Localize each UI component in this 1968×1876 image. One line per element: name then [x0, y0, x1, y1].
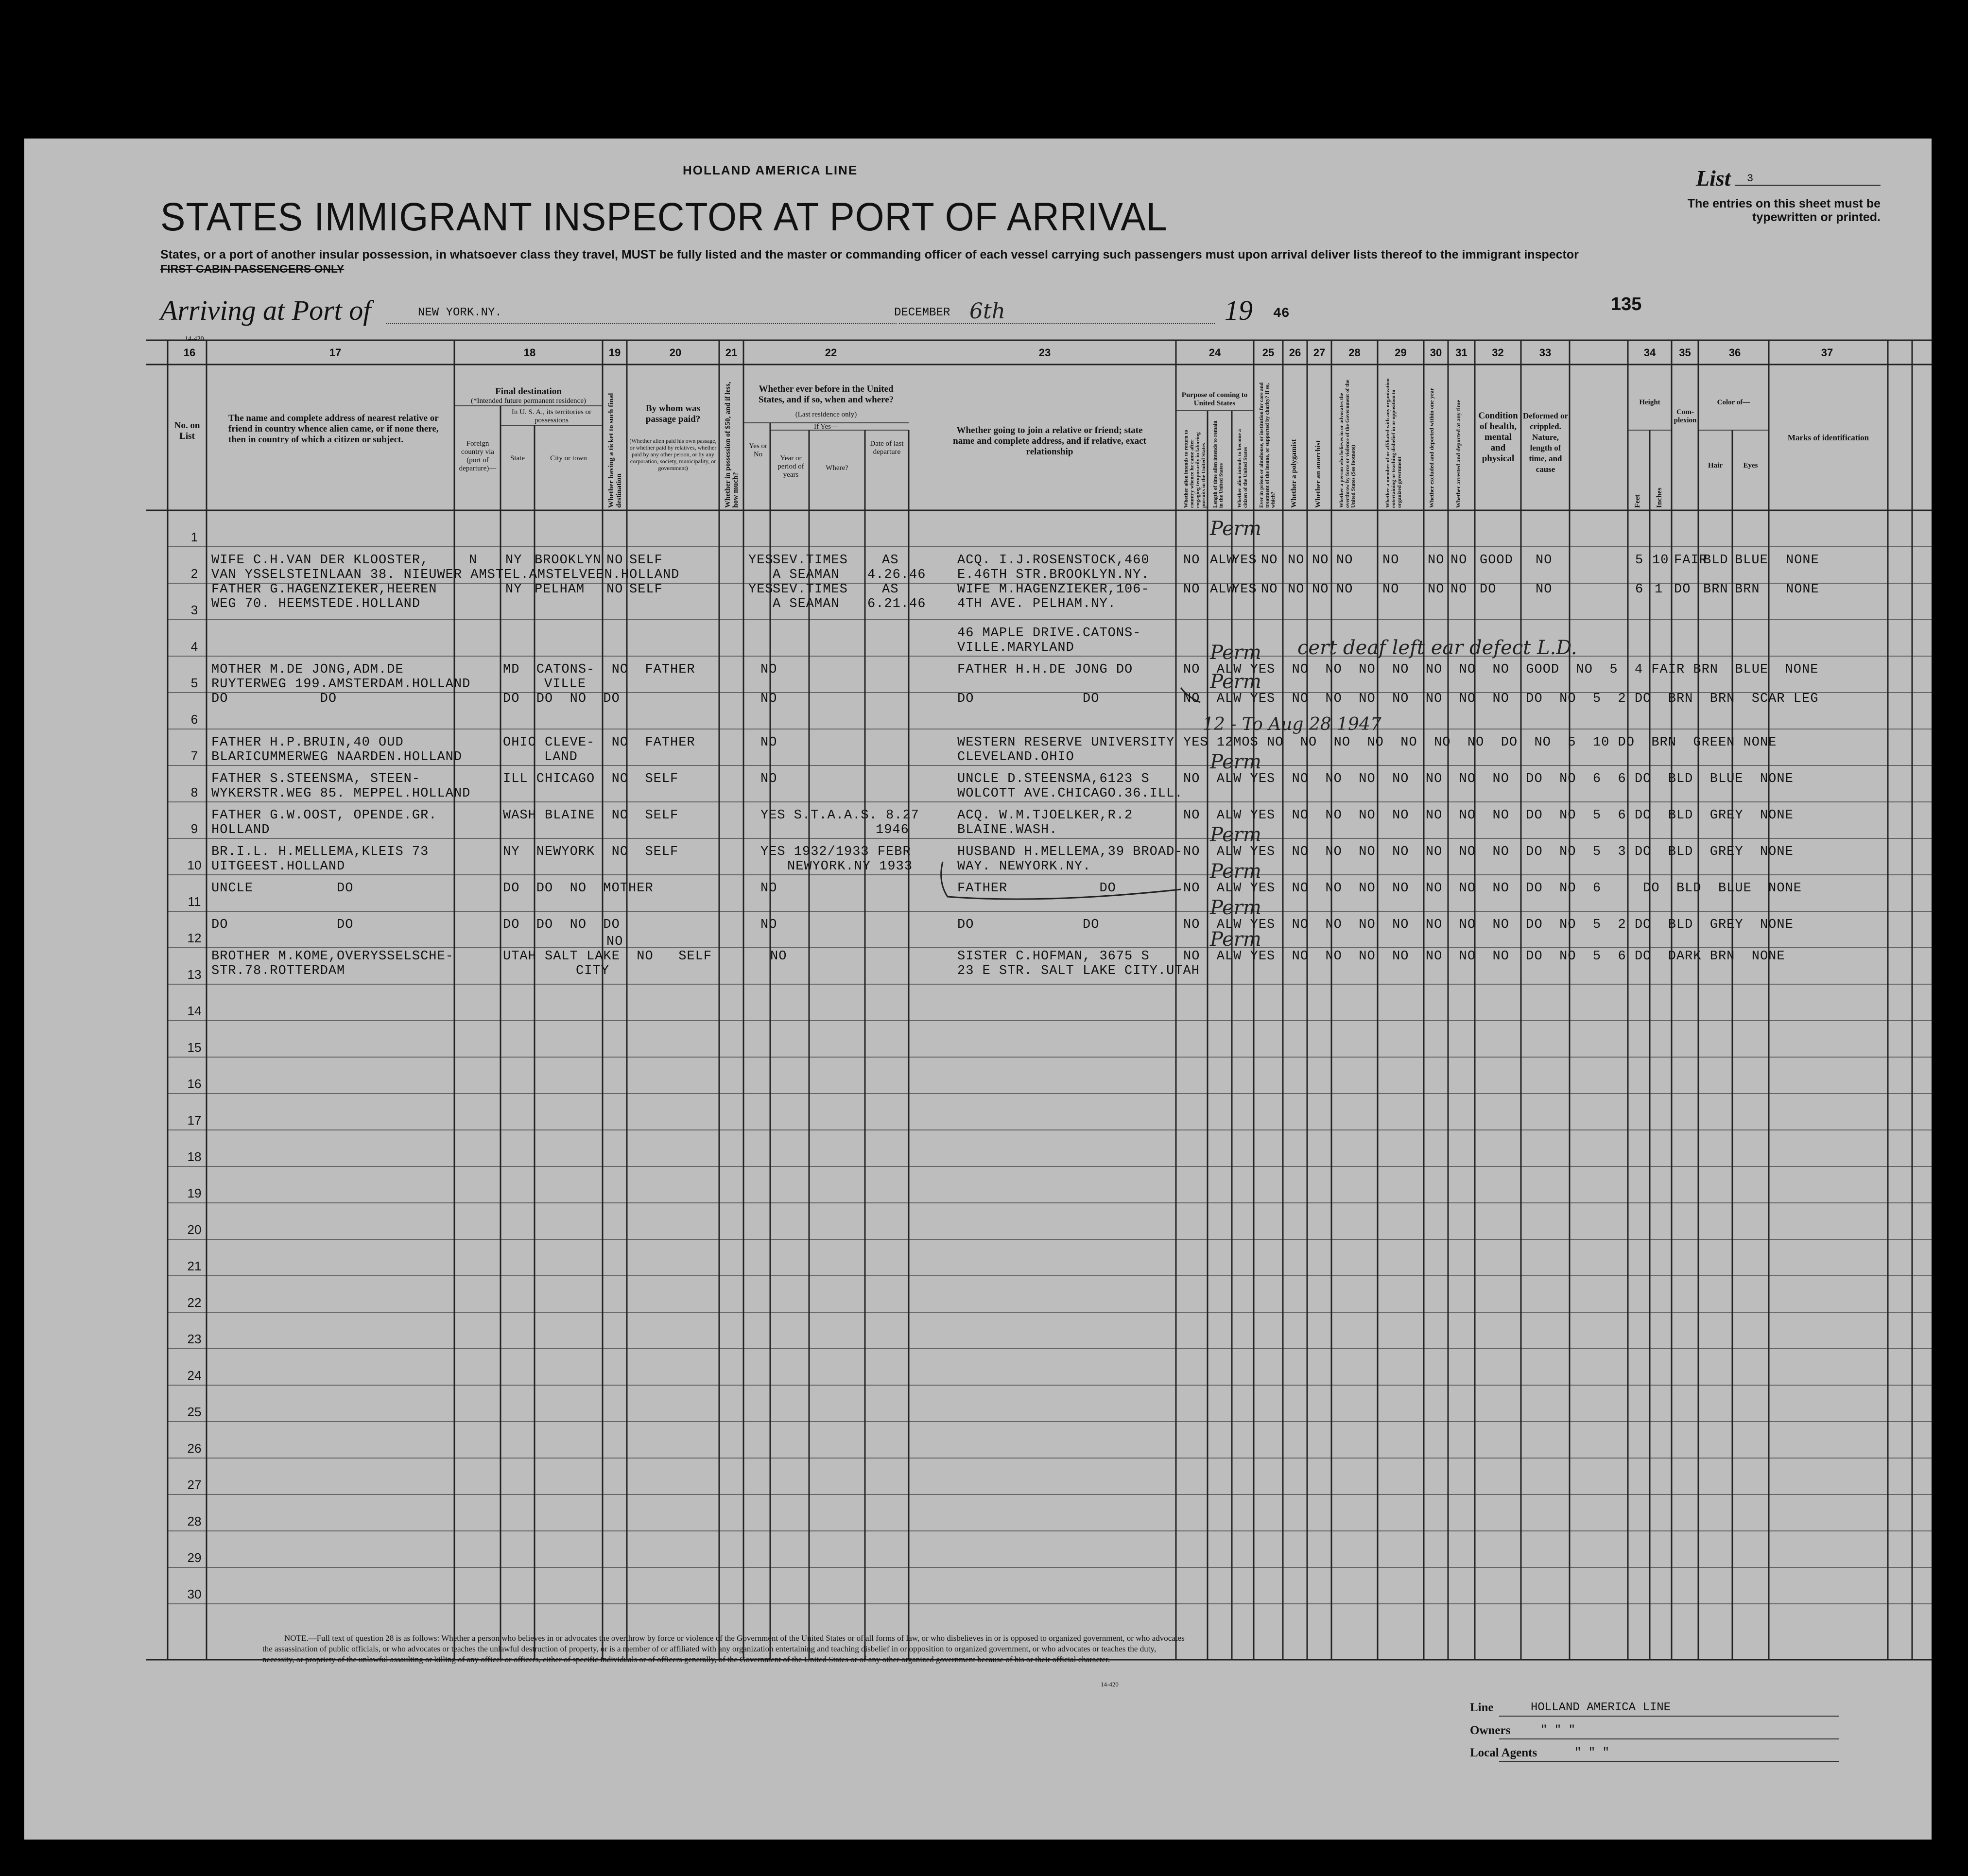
footer-rule: [1499, 1716, 1839, 1717]
r1-before: YES: [748, 553, 774, 568]
footnote-form-number: 14-420: [1101, 1681, 1119, 1688]
header-overthrow: Whether a person who believes in or advocates the overthrow by force or violence of the Government of the United States (See footnote): [1339, 380, 1356, 508]
footnote: NOTE.—Full text of question 28 is as follows: Whether a person who believes in or advocates the overthrow by force or violence of the Government of the United States or of all forms of law, or who disbelieves in or is opposed to organized government, or who advocates the assassination of public officials, or who advocates or teaches the unlawful destruction of property, or is a member of or affiliated with any organization entertaining and teaching disbelief in or opposition to organized government, or who advocates or teaches the duty, necessity, or propriety of the unlawful assaulting or killing of any officer or officers, either of specific individuals or of officers generally, of the Government of the United States or of any other organized government because of his or their official character.: [262, 1633, 1185, 1664]
header-hair: Hair: [1708, 462, 1723, 469]
document-title: STATES IMMIGRANT INSPECTOR AT PORT OF ARRIVAL: [160, 195, 1168, 239]
r8-joining-address: WOLCOTT AVE.CHICAGO.36.ILL.: [957, 786, 1183, 801]
page-number: 135: [1611, 294, 1642, 314]
header-height: Height: [1639, 399, 1660, 406]
header-deformed: Deformed or crippled. Nature, length of time, and cause: [1523, 411, 1568, 474]
r12-joining: SISTER C.HOFMAN, 3675 S: [957, 949, 1150, 964]
r2-overthrow: NO: [1336, 582, 1353, 597]
row-number: 25: [187, 1405, 202, 1419]
r7-city: LAND: [544, 750, 578, 764]
r2-joining: WIFE M.HAGENZIEKER,106-: [957, 582, 1150, 597]
r3-joining-address: 4TH AVE. PELHAM.NY.: [957, 597, 1116, 611]
row-number: 10: [187, 858, 202, 872]
header-yes-no: Yes or No: [748, 442, 768, 458]
r7-relative: FATHER S.STEENSMA, STEEN-: [211, 772, 421, 786]
row-number: 11: [188, 894, 201, 909]
col-num: 20: [669, 347, 682, 359]
r1-state: NY: [505, 553, 522, 568]
col-num: 35: [1679, 347, 1691, 359]
r5-relative: DO DO: [211, 692, 337, 706]
r2-city: PELHAM: [535, 582, 585, 597]
col-num: 34: [1643, 347, 1656, 359]
r4-joining: FATHER H.H.DE JONG DO: [957, 662, 1133, 677]
col-num: 23: [1038, 347, 1051, 359]
arrival-day-handwritten: 6th: [969, 299, 1006, 324]
header-complexion: Com- plexion: [1674, 408, 1697, 424]
footer-agents-label: Local Agents: [1470, 1746, 1537, 1759]
handwritten-perm: Perm: [1210, 642, 1261, 664]
r10-where: NEWYORK.NY 1933: [787, 859, 913, 874]
r2-deformed: NO: [1536, 582, 1553, 597]
r6-dest-paid: OHIO CLEVE- NO FATHER: [503, 735, 695, 750]
year-prefix: 19: [1225, 295, 1253, 326]
r13-relative-address: STR.78.ROTTERDAM: [211, 964, 345, 978]
r2-arrested: NO: [1450, 582, 1467, 597]
r2-complexion: DO: [1674, 582, 1691, 597]
header-in-usa: In U. S. A., its territories or possessions: [511, 408, 592, 424]
col-num: 31: [1455, 347, 1467, 359]
arrival-month: DECEMBER: [894, 306, 950, 319]
col-num: 16: [183, 347, 196, 359]
header-city: City or town: [550, 454, 587, 462]
r1-joining: ACQ. I.J.ROSENSTOCK,460: [957, 553, 1150, 568]
r7-relative-address: BLARICUMMERWEG NAARDEN.HOLLAND: [211, 750, 463, 764]
handwritten-perm: Perm: [1210, 824, 1261, 846]
col-num: 25: [1262, 347, 1275, 359]
row-number: 21: [187, 1259, 202, 1273]
header-where: Where?: [826, 464, 848, 472]
col-num: 30: [1430, 347, 1442, 359]
row-number: 18: [187, 1149, 202, 1164]
r2-paid: SELF: [629, 582, 663, 597]
r10-joining: FATHER DO: [957, 881, 1116, 896]
r3-joining: 46 MAPLE DRIVE.CATONS-: [957, 626, 1141, 641]
r8-details: NO ALW YES NO NO NO NO NO NO NO DO NO 5 6 DO BLD GREY NONE: [1183, 808, 1794, 823]
r4-relative: MOTHER M.DE JONG,ADM.DE: [211, 662, 404, 677]
header-purpose-b: Length of time alien intends to remain in the United States: [1212, 420, 1224, 508]
header-purpose-c: Whether alien intends to become a citizen of the United States: [1237, 429, 1248, 508]
header-inches: Inches: [1656, 487, 1663, 508]
col-num: 17: [329, 347, 342, 359]
r2-state: NY: [505, 582, 522, 597]
r8-relative: FATHER G.W.OOST, OPENDE.GR.: [211, 808, 437, 823]
r1-deformed: NO: [1536, 553, 1553, 568]
r1-relative: WIFE C.H.VAN DER KLOOSTER,: [211, 553, 429, 568]
list-number: 3: [1747, 173, 1754, 185]
r1-purpose-b: ALW: [1210, 553, 1235, 568]
row-number: 19: [187, 1186, 202, 1200]
footer-rule: [1499, 1738, 1839, 1739]
r2-joining-address: E.46TH STR.BROOKLYN.NY.: [957, 568, 1150, 582]
r7-dest-paid: ILL CHICAGO NO SELF: [503, 772, 679, 786]
r9-departure: 1946: [876, 823, 909, 837]
r1-period: SEV.TIMES: [773, 553, 848, 568]
row-number: 1: [190, 530, 198, 544]
header-joining: Whether going to join a relative or friend; state name and complete address, and if relative, exact relationship: [953, 425, 1146, 457]
col-num: 26: [1289, 347, 1301, 359]
r10-relative: UNCLE DO: [211, 881, 354, 896]
r13-joining-address: 23 E STR. SALT LAKE CITY.UTAH: [957, 964, 1200, 978]
r9-details: NO ALW YES NO NO NO NO NO NO NO DO NO 5 3 DO BLD GREY NONE: [1183, 845, 1794, 859]
handwritten-perm: Perm: [1210, 751, 1261, 773]
header-anarchist: Whether an anarchist: [1314, 440, 1322, 508]
form-number: 14-420: [185, 335, 204, 343]
footer-line-value: HOLLAND AMERICA LINE: [1531, 1701, 1671, 1714]
r1-overthrow: NO: [1336, 553, 1353, 568]
header-date-departure: Date of last departure: [870, 440, 904, 456]
handwritten-perm: Perm: [1210, 928, 1261, 951]
header-state: State: [510, 454, 525, 462]
header-if-yes: If Yes—: [813, 423, 838, 431]
r2-before: YES: [748, 582, 774, 597]
r1-excluded: NO: [1428, 553, 1445, 568]
arriving-label: Arriving at Port of: [160, 295, 371, 326]
header-passage-paid: By whom was passage paid?: [645, 403, 701, 424]
header-ticket: Whether having a ticket to such final destination: [607, 393, 623, 508]
r3-seaman: A SEAMAN: [773, 597, 840, 611]
r12-relative: BROTHER M.KOME,OVERYSSELSCHE-: [211, 949, 454, 964]
header-health: Condition of health, mental and physical: [1478, 411, 1518, 464]
r2-marks: NONE: [1786, 582, 1819, 597]
r12-ticket-extra: NO: [606, 935, 623, 949]
r4-details: NO ALW YES NO NO NO NO NO NO NO GOOD NO 5 4 FAIR BRN BLUE NONE: [1183, 662, 1819, 677]
r2-period: SEV.TIMES: [773, 582, 848, 597]
col-num: 37: [1821, 347, 1833, 359]
r5-joining: DO DO: [957, 692, 1100, 706]
r11-relative: DO DO: [211, 918, 354, 932]
header-purpose: Purpose of coming to United States: [1181, 391, 1248, 407]
col-num: 19: [608, 347, 621, 359]
r8-relative-address: WYKERSTR.WEG 85. MEPPEL.HOLLAND: [211, 786, 471, 801]
r10-before: NO: [760, 881, 777, 896]
col-num: 18: [523, 347, 536, 359]
r10-relative-address: UITGEEST.HOLLAND: [211, 859, 345, 874]
r12-before: NO: [770, 949, 787, 964]
row-number: 3: [190, 603, 198, 617]
header-relative: The name and complete address of nearest relative or friend in country whence alien came, or if none there, then in country of which a citizen or subject.: [228, 413, 439, 445]
col-num: 24: [1208, 347, 1221, 359]
r2-inches: 1: [1655, 582, 1663, 597]
r2-polygamist: NO: [1288, 582, 1305, 597]
r2-purpose-b: ALW: [1210, 582, 1235, 597]
r10-joining-address: WAY. NEWYORK.NY.: [957, 859, 1091, 874]
table-grid: [24, 139, 1932, 1840]
r9-dest-paid: NY NEWYORK NO SELF: [503, 845, 679, 859]
r2-hair: BRN: [1703, 582, 1728, 597]
row-number: 17: [187, 1113, 202, 1128]
row-number: 12: [187, 931, 202, 945]
r2-health: DO: [1480, 582, 1497, 597]
header-purpose-a: Whether alien intends to return to country whence he came after engaging temporarily in laboring pursuits in the United States: [1183, 430, 1207, 508]
header-arrested: Whether arrested and deported at any time: [1455, 400, 1462, 508]
r9-before: YES 1932/1933 FEBR: [760, 845, 911, 859]
r5-before: NO: [760, 692, 777, 706]
r9-joining: HUSBAND H.MELLEMA,39 BROAD-: [957, 845, 1183, 859]
r11-details: NO ALW YES NO NO NO NO NO NO NO DO NO 5 2 DO BLD GREY NONE: [1183, 918, 1794, 932]
row-number: 26: [187, 1441, 202, 1456]
header-eyes: Eyes: [1743, 462, 1758, 469]
row-number: 20: [187, 1222, 202, 1237]
header-excluded: Whether excluded and deported within one year: [1428, 387, 1435, 508]
r1-complexion: FAIR: [1674, 553, 1708, 568]
header-prison: Ever in prison or almshouse, or institution for care and treatment of the insane, or supported by charity? If so, which?: [1259, 382, 1276, 508]
row-number: 13: [187, 967, 202, 982]
footer-rule: [1499, 1761, 1839, 1762]
r1-foreign: N: [469, 553, 478, 568]
r5-city: VILLE: [544, 677, 587, 692]
r7-details: NO ALW YES NO NO NO NO NO NO NO DO NO 6 6 DO BLD BLUE NONE: [1183, 772, 1794, 786]
r7-joining: UNCLE D.STEENSMA,6123 S: [957, 772, 1150, 786]
r1-ticket: NO: [606, 553, 623, 568]
r2-eyes: BRN: [1735, 582, 1760, 597]
r1-anarchist: NO: [1312, 553, 1329, 568]
r1-prison: NO: [1261, 553, 1278, 568]
r12-details: NO ALW YES NO NO NO NO NO NO NO DO NO 5 6 DO DARK BRN NONE: [1183, 949, 1785, 964]
row-number: 16: [187, 1077, 202, 1091]
r12-dest-paid: UTAH SALT LAKE NO SELF: [503, 949, 712, 964]
r1-hair: BLD: [1703, 553, 1728, 568]
r9-relative: BR.I.L. H.MELLEMA,KLEIS 73: [211, 845, 429, 859]
r10-dest-paid: DO DO NO MOTHER: [503, 881, 654, 896]
r9-joining-address: BLAINE.WASH.: [957, 823, 1058, 837]
col-num: 36: [1728, 347, 1741, 359]
header-foreign-country: Foreign country via (port of departure)—: [459, 440, 497, 472]
row-number: 23: [187, 1332, 202, 1346]
r2-organization: NO: [1382, 582, 1399, 597]
r6-before: NO: [760, 735, 777, 750]
header-feet: Feet: [1634, 494, 1641, 508]
r3-departure: 6.21.46: [867, 597, 926, 611]
col-num: 29: [1395, 347, 1407, 359]
r6-relative: FATHER H.P.BRUIN,40 OUD: [211, 735, 404, 750]
row-number: 6: [190, 712, 198, 727]
handwritten-perm: Perm: [1210, 671, 1261, 693]
r1-feet: 5: [1635, 553, 1644, 568]
col-num: 27: [1313, 347, 1326, 359]
footer-owners-label: Owners: [1470, 1724, 1511, 1737]
header-final-destination-note: (*Intended future permanent residence): [471, 397, 586, 405]
row-number: 27: [187, 1477, 202, 1492]
row-number: 5: [190, 676, 198, 690]
col-num: 21: [725, 347, 738, 359]
r7-joining-address: CLEVELAND.OHIO: [957, 750, 1074, 764]
typewritten-notice: The entries on this sheet must be typewritten or printed.: [1687, 197, 1881, 224]
handwritten-perm: Perm: [1210, 518, 1261, 540]
r4-dest-paid: MD CATONS- NO FATHER: [503, 662, 695, 677]
header-marks: Marks of identification: [1787, 433, 1869, 442]
row-number: 8: [190, 785, 198, 799]
r9-relative-address: HOLLAND: [211, 823, 270, 837]
r2-feet: 6: [1635, 582, 1644, 597]
r2-anarchist: NO: [1312, 582, 1329, 597]
r1-inches: 10: [1652, 553, 1669, 568]
r8-before: YES S.T.A.A.S. 8.27: [760, 808, 919, 823]
r1-purpose-a: NO: [1183, 553, 1200, 568]
header-color-of: Color of—: [1717, 399, 1750, 406]
r4-before: NO: [760, 662, 777, 677]
document-subtitle: States, or a port of another insular possession, in whatsoever class they travel, MUST be fully listed and the master or commanding officer of each vessel carrying such passengers must upon arrival deliver lists thereof to the immigrant inspector: [160, 248, 1579, 261]
r1-city: BROOKLYN: [535, 553, 602, 568]
r8-joining: ACQ. W.M.TJOELKER,R.2: [957, 808, 1133, 823]
col-num: 32: [1492, 347, 1504, 359]
r10-details: NO ALW YES NO NO NO NO NO NO NO DO NO 6 DO BLD BLUE NONE: [1183, 881, 1802, 896]
row-number: 15: [187, 1040, 202, 1055]
r2-purpose-c: YES: [1232, 582, 1257, 597]
r1-paid: SELF: [629, 553, 663, 568]
r2-relative-address: VAN YSSELSTEINLAAN 38. NIEUWER AMSTEL.AMSTELVEEN.HOLLAND: [211, 568, 680, 582]
r5-dest-paid: DO DO NO DO: [503, 692, 620, 706]
row-number: 14: [187, 1004, 202, 1018]
r2-seaman: A SEAMAN: [773, 568, 840, 582]
year-suffix: 46: [1273, 306, 1290, 321]
list-label: List: [1696, 166, 1731, 191]
row-number: 7: [190, 748, 198, 763]
r2-purpose-a: NO: [1183, 582, 1200, 597]
header-final-destination: Final destination: [495, 386, 562, 397]
r2-departure: 4.26.46: [867, 568, 926, 582]
handwritten-perm: Perm: [1210, 897, 1261, 919]
row-number: 30: [187, 1587, 202, 1601]
row-number: 2: [190, 566, 198, 581]
header-polygamist: Whether a polygamist: [1290, 439, 1298, 508]
r8-dest-paid: WASH BLAINE NO SELF: [503, 808, 679, 823]
r6-details: YES 12MOS NO NO NO NO NO NO NO DO NO 5 10 DO BRN GREEN NONE: [1183, 735, 1777, 750]
manifest-page: [24, 139, 1932, 1840]
header-no-on-list: No. on List: [174, 420, 200, 441]
r13-city: CITY: [576, 964, 609, 978]
r5-relative-address: RUYTERWEG 199.AMSTERDAM.HOLLAND: [211, 677, 471, 692]
r2-ticket: NO: [606, 582, 623, 597]
r2-prison: NO: [1261, 582, 1278, 597]
header-before-us: Whether ever before in the United States, and if so, when and where?: [758, 384, 894, 405]
header-passage-note: (Whether alien paid his own passage, or whether paid by relatives, whether paid by any other person, or by any corporation, society, municipality, or government): [629, 437, 717, 471]
header-year-period: Year or period of years: [777, 454, 804, 479]
col-num: 33: [1539, 347, 1552, 359]
r1-organization: NO: [1382, 553, 1399, 568]
header-before-note: (Last residence only): [795, 411, 857, 418]
col-num: 28: [1348, 347, 1361, 359]
r4-joining-address: VILLE.MARYLAND: [957, 641, 1074, 655]
handwritten-extension: 12 - To Aug 28 1947: [1203, 714, 1381, 734]
header-organization: Whether a member of or affiliated with any organization entertaining or teaching disbelief in or opposition to organized government: [1385, 378, 1402, 508]
r5-details: NO ALW YES NO NO NO NO NO NO NO DO NO 5 2 DO BRN BRN SCAR LEG: [1183, 692, 1819, 706]
col-num: 22: [825, 347, 837, 359]
r1-purpose-c: YES: [1232, 553, 1257, 568]
row-number: 28: [187, 1514, 202, 1529]
r11-before: NO: [760, 918, 777, 932]
handwritten-medical-note: cert deaf left ear defect L.D.: [1297, 637, 1577, 659]
r1-marks: NONE: [1786, 553, 1819, 568]
r1-where: AS: [882, 553, 899, 568]
r2-excluded: NO: [1428, 582, 1445, 597]
r11-joining: DO DO: [957, 918, 1100, 932]
r3-relative-address: WEG 70. HEEMSTEDE.HOLLAND: [211, 597, 421, 611]
arrival-port: NEW YORK.NY.: [418, 306, 502, 319]
row-number: 22: [187, 1295, 202, 1310]
r2-where: AS: [882, 582, 899, 597]
r1-polygamist: NO: [1288, 553, 1305, 568]
row-number: 29: [187, 1550, 202, 1565]
r7-before: NO: [760, 772, 777, 786]
row-number: 4: [190, 639, 198, 654]
r11-dest-paid: DO DO NO DO: [503, 918, 620, 932]
handwritten-perm: Perm: [1210, 860, 1261, 883]
shipping-line-name: HOLLAND AMERICA LINE: [683, 163, 858, 177]
r2-relative: FATHER G.HAGENZIEKER,HEEREN: [211, 582, 437, 597]
footer-line-label: Line: [1470, 1701, 1494, 1714]
footer-agents-value: " " ": [1574, 1746, 1610, 1759]
row-number: 24: [187, 1368, 202, 1383]
row-number: 9: [190, 821, 198, 836]
r1-arrested: NO: [1450, 553, 1467, 568]
footer-owners-value: " " ": [1540, 1724, 1576, 1737]
r6-joining: WESTERN RESERVE UNIVERSITY: [957, 735, 1175, 750]
passenger-class: FIRST CABIN PASSENGERS ONLY: [160, 262, 345, 275]
r1-health: GOOD: [1480, 553, 1513, 568]
r1-eyes: BLUE: [1735, 553, 1768, 568]
header-possession-50: Whether in possession of $50, and if less, how much?: [724, 382, 740, 508]
